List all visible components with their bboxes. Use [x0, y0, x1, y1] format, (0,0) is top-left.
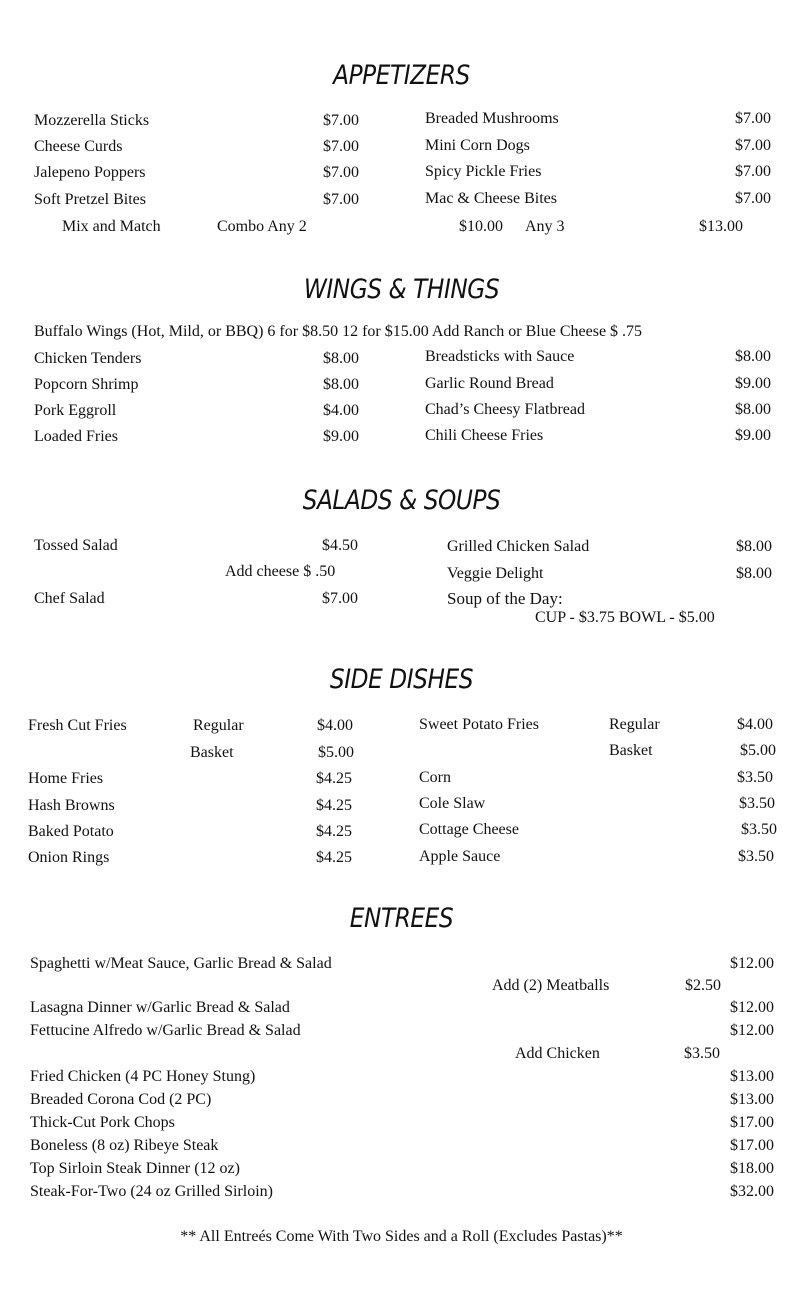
menu-item: Mac & Cheese Bites $7.00: [425, 190, 771, 207]
menu-item: Regular $4.00: [609, 716, 773, 733]
combo-any3: Any 3 $13.00: [525, 218, 743, 235]
menu-item: Chicken Tenders $8.00: [34, 350, 359, 367]
menu-item: Popcorn Shrimp $8.00: [34, 376, 359, 393]
menu-item: Breaded Mushrooms $7.00: [425, 110, 771, 127]
menu-item: Spicy Pickle Fries $7.00: [425, 163, 771, 180]
soup-prices: CUP - $3.75 BOWL - $5.00: [535, 609, 715, 626]
menu-item: Onion Rings $4.25: [28, 849, 352, 866]
buffalo-wings-line: Buffalo Wings (Hot, Mild, or BBQ) 6 for $8.50 12 for $15.00 Add Ranch or Blue Cheese $ .75: [34, 323, 643, 340]
menu-item: Fettucine Alfredo w/Garlic Bread & Salad $12.00: [30, 1022, 774, 1039]
menu-item: Garlic Round Bread $9.00: [425, 375, 771, 392]
menu-item: Boneless (8 oz) Ribeye Steak $17.00: [30, 1137, 774, 1154]
add-cheese-note: Add cheese $ .50: [225, 563, 336, 580]
menu-item: Spaghetti w/Meat Sauce, Garlic Bread & Salad $12.00: [30, 955, 774, 972]
menu-item: Veggie Delight $8.00: [447, 565, 772, 582]
menu-item: Basket $5.00: [190, 744, 354, 761]
menu-item: Fried Chicken (4 PC Honey Stung) $13.00: [30, 1068, 774, 1085]
menu-item: Tossed Salad $4.50: [34, 537, 358, 554]
menu-item: Soft Pretzel Bites $7.00: [34, 191, 359, 208]
menu-item: Breaded Corona Cod (2 PC) $13.00: [30, 1091, 774, 1108]
menu-item: Lasagna Dinner w/Garlic Bread & Salad $12.00: [30, 999, 774, 1016]
menu-item: Chili Cheese Fries $9.00: [425, 427, 771, 444]
menu-item: Jalepeno Poppers $7.00: [34, 164, 359, 181]
add-meatballs: Add (2) Meatballs $2.50: [492, 977, 721, 994]
wings-heading: WINGS & THINGS: [303, 274, 500, 305]
menu-item: Corn $3.50: [419, 769, 773, 786]
entrees-footer-note: ** All Entreés Come With Two Sides and a Roll (Excludes Pastas)**: [180, 1228, 623, 1245]
salads-heading: SALADS & SOUPS: [302, 485, 501, 516]
combo-label: Mix and Match: [62, 218, 161, 235]
combo-any2: Combo Any 2 $10.00: [217, 218, 503, 235]
menu-item: Cole Slaw $3.50: [419, 795, 775, 812]
appetizers-heading: APPETIZERS: [333, 60, 470, 91]
menu-item: Mini Corn Dogs $7.00: [425, 137, 771, 154]
menu-item: Mozzerella Sticks $7.00: [34, 112, 359, 129]
entrees-heading: ENTREES: [349, 903, 454, 934]
menu-item: Thick-Cut Pork Chops $17.00: [30, 1114, 774, 1131]
menu-item: Steak-For-Two (24 oz Grilled Sirloin) $32.00: [30, 1183, 774, 1200]
menu-item: Pork Eggroll $4.00: [34, 402, 359, 419]
fresh-cut-fries-label: Fresh Cut Fries: [28, 717, 127, 734]
menu-item: Basket $5.00: [609, 742, 776, 759]
menu-item: Apple Sauce $3.50: [419, 848, 774, 865]
menu-item: Hash Browns $4.25: [28, 797, 352, 814]
menu-item: Home Fries $4.25: [28, 770, 352, 787]
menu-item: Baked Potato $4.25: [28, 823, 352, 840]
sides-heading: SIDE DISHES: [329, 664, 474, 695]
menu-item: Regular $4.00: [193, 717, 353, 734]
menu-item: Chad’s Cheesy Flatbread $8.00: [425, 401, 771, 418]
sweet-potato-fries-label: Sweet Potato Fries: [419, 716, 539, 733]
menu-item: Breadsticks with Sauce $8.00: [425, 348, 771, 365]
menu-item: Cottage Cheese $3.50: [419, 821, 777, 838]
menu-item: Loaded Fries $9.00: [34, 428, 359, 445]
menu-item: Chef Salad $7.00: [34, 590, 358, 607]
menu-item: Grilled Chicken Salad $8.00: [447, 538, 772, 555]
soup-label: Soup of the Day:: [447, 589, 563, 608]
add-chicken: Add Chicken $3.50: [515, 1045, 720, 1062]
menu-item: Top Sirloin Steak Dinner (12 oz) $18.00: [30, 1160, 774, 1177]
menu-item: Cheese Curds $7.00: [34, 138, 359, 155]
